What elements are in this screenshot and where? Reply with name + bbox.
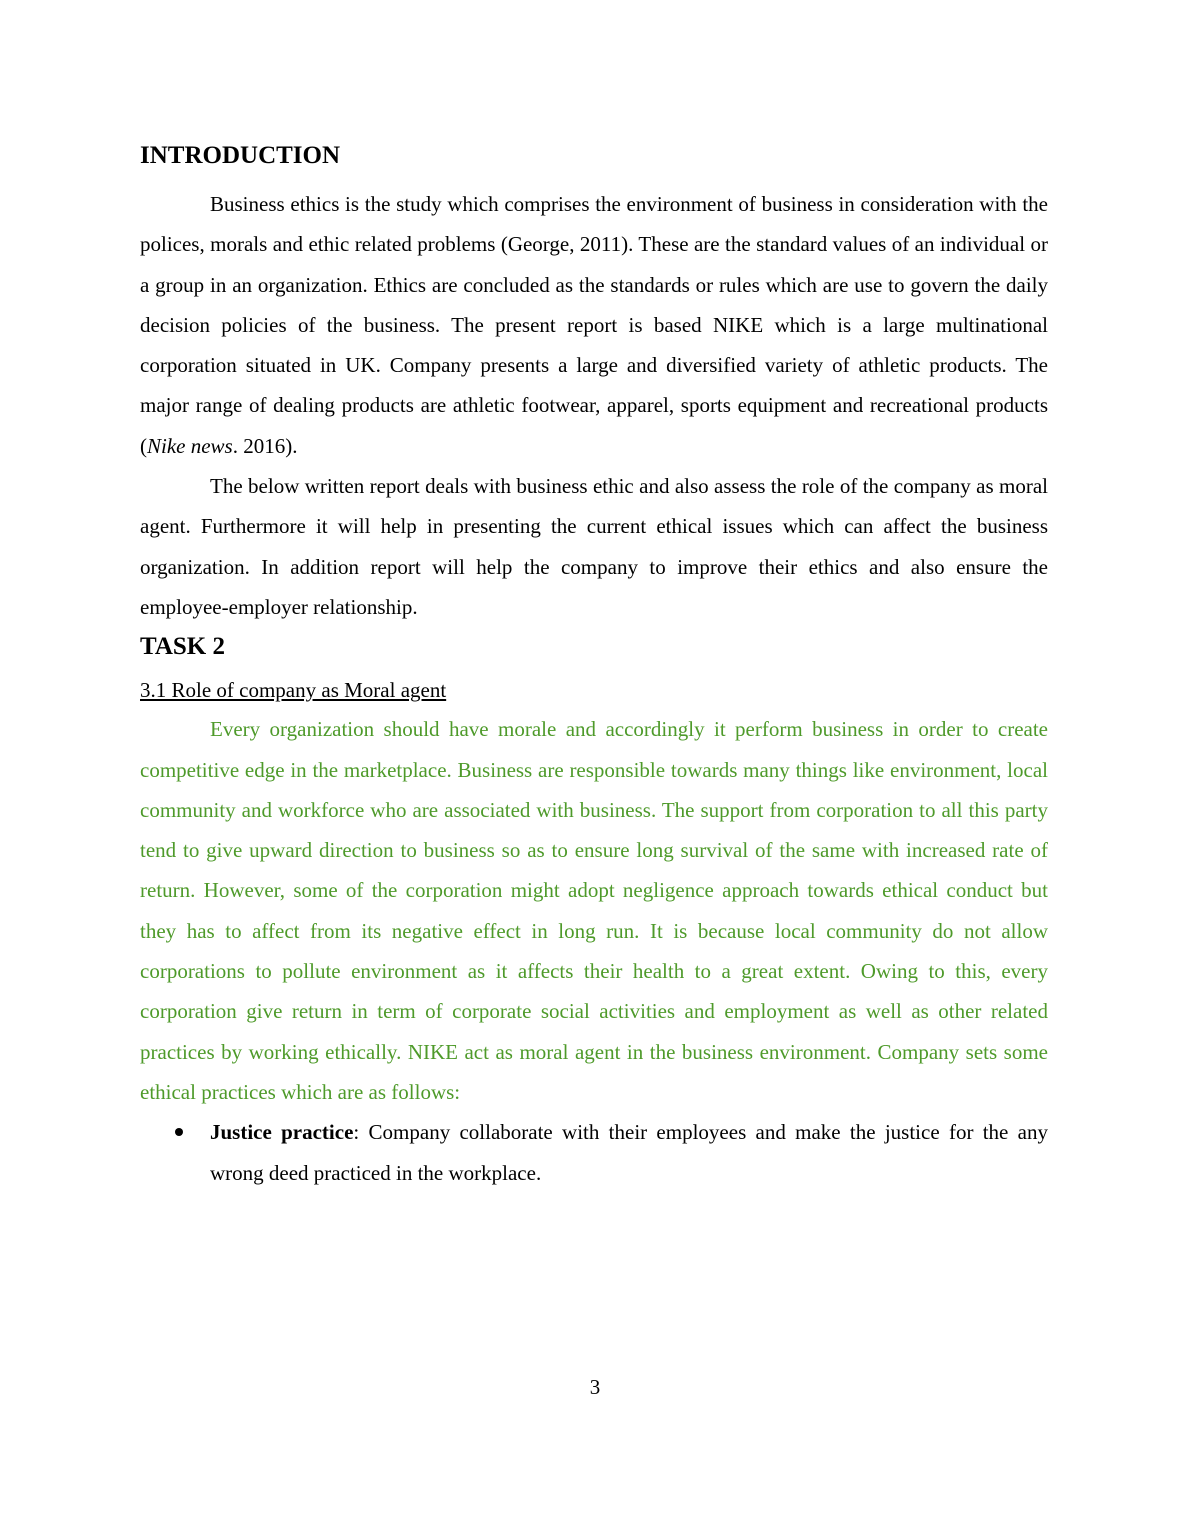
intro-paragraph-1-text: Business ethics is the study which comprises the environment of business in consideration with the polices, morals and ethic related problems (George, 2011). These are the standard values of an individual or a group in an organization. Ethics are concluded as the standards or rules which are use to govern the daily decision policies of the business. The present report is based NIKE which is a large multinational corporation situated in UK. Company presents a large and diversified variety of athletic products. The major range of dealing products are athletic footwear, apparel, sports equipment and recreational products (: [140, 192, 1048, 458]
section-3-1-subheading: 3.1 Role of company as Moral agent: [140, 678, 447, 703]
list-item: [140, 1112, 1048, 1193]
list-item-term: Justice practice: [210, 1120, 354, 1145]
task2-heading: TASK 2: [140, 633, 225, 661]
intro-paragraph-1: [140, 184, 1048, 466]
list-item-text: : Company collaborate with their employees and make the justice for the any wrong deed practiced in the workplace.: [210, 1120, 1048, 1185]
introduction-heading: INTRODUCTION: [140, 142, 341, 169]
intro-paragraph-2: The below written report deals with business ethic and also assess the role of the company as moral agent. Furthermore it will help in presenting the current ethical issues which can affect the business organization. In addition report will help the company to improve their ethics and also ensure the employee-employer relationship.: [140, 474, 1048, 619]
page-number: 3: [589, 1375, 601, 1399]
practice-list: [140, 1112, 1048, 1193]
moral-agent-paragraph: Every organization should have morale and accordingly it perform business in order to create competitive edge in the marketplace. Business are responsible towards many things like environment, local community and workforce who are associated with business. The support from corporation to all this party tend to give upward direction to business so as to ensure long survival of the same with increased rate of return. However, some of the corporation might adopt negligence approach towards ethical conduct but they has to affect from its negative effect in long run. It is because local community do not allow corporations to pollute environment as it affects their health to a great extent. Owing to this, every corporation give return in term of corporate social activities and employment as well as other related practices by working ethically. NIKE act as moral agent in the business environment. Company sets some ethical practices which are as follows:: [140, 717, 1048, 1104]
bullet-icon: [175, 1128, 183, 1136]
document-page: [140, 138, 1048, 1193]
intro-paragraph-1-end: . 2016).: [232, 433, 298, 458]
citation-italic: Nike news: [147, 433, 233, 458]
